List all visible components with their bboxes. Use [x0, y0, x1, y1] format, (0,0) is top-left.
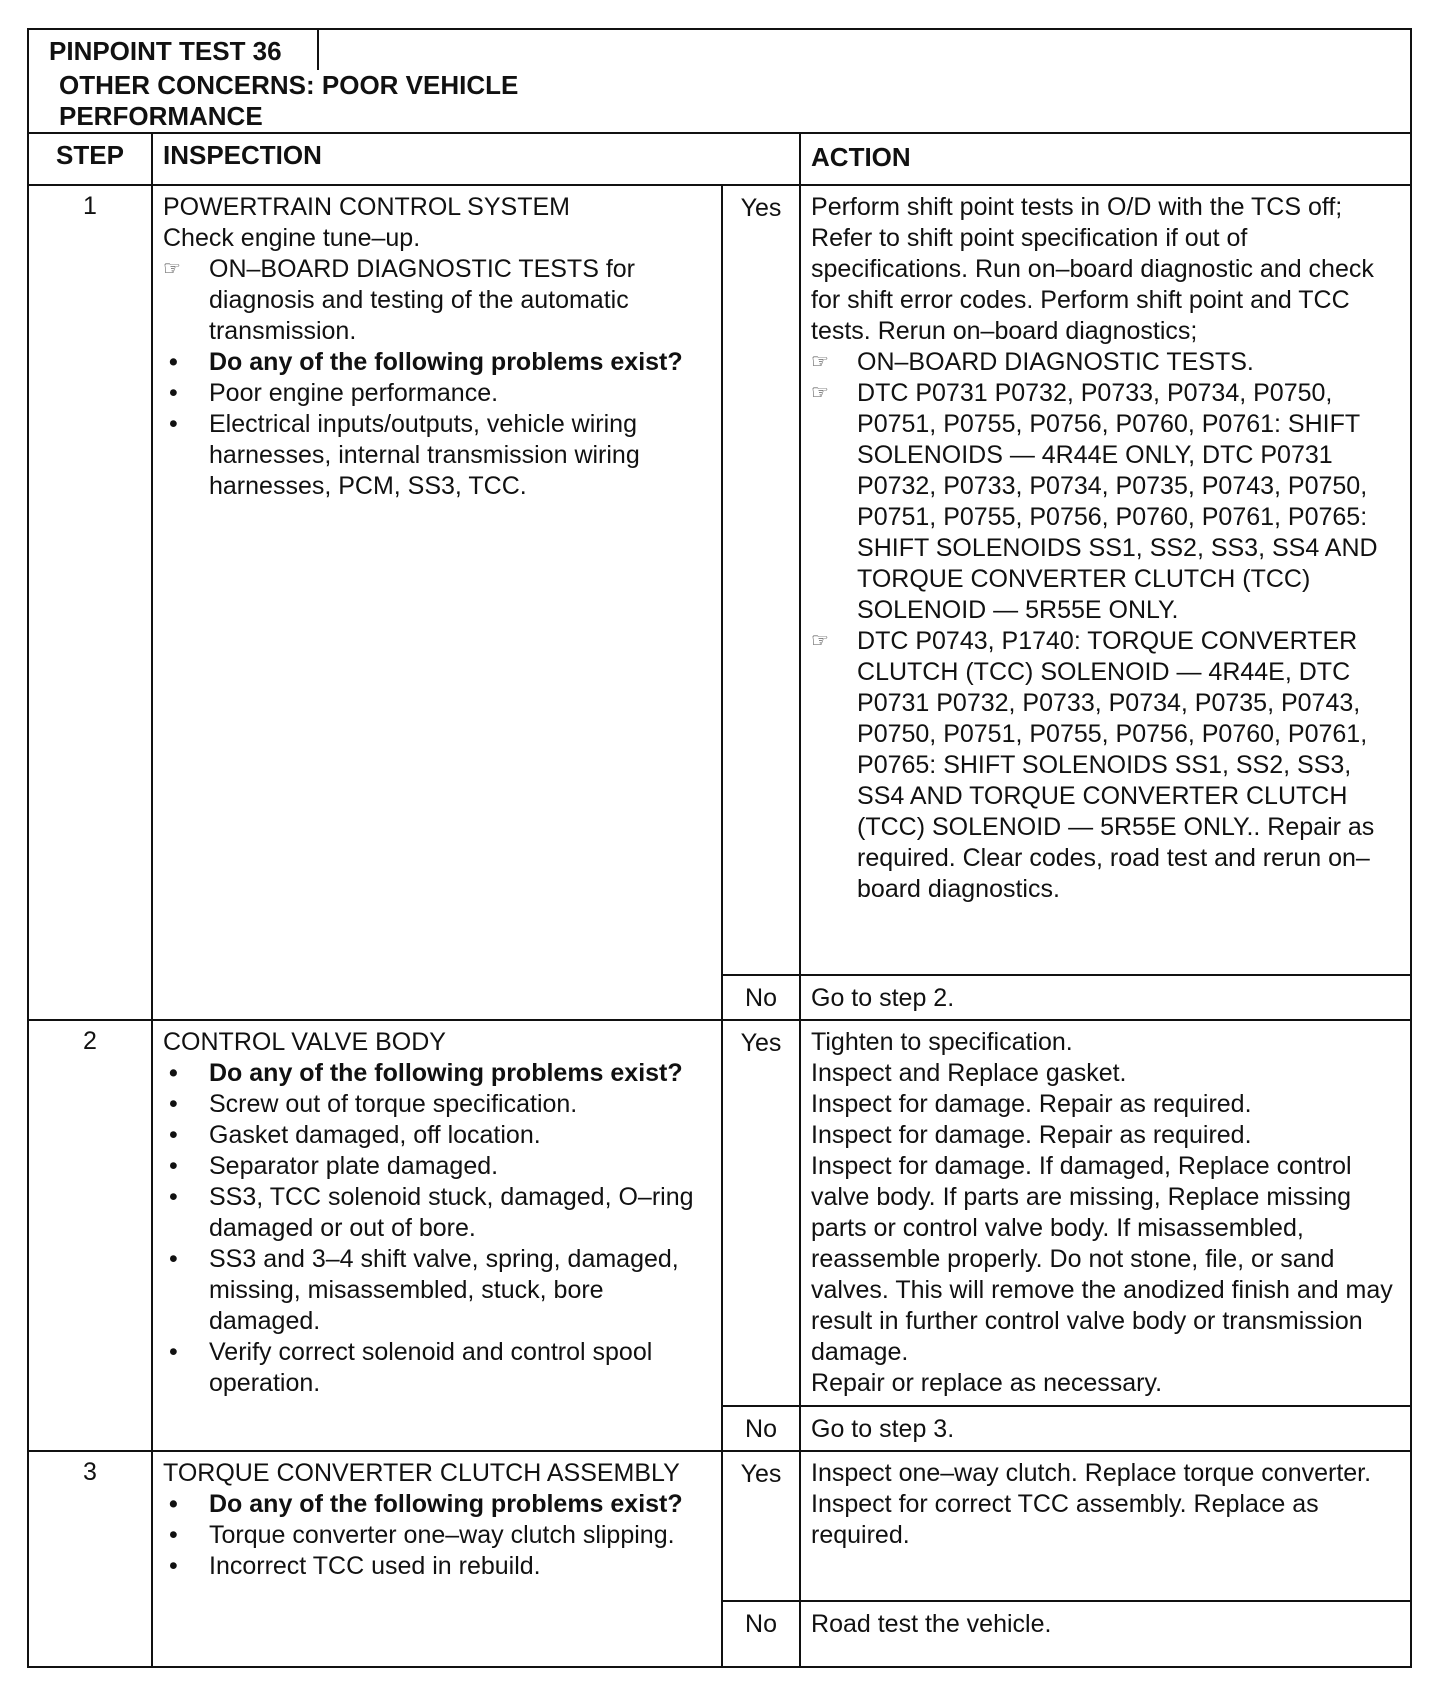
list-item: • Electrical inputs/outputs, vehicle wiring harnesses, internal transmission wiring harnesses, PCM, SS3, TCC.: [169, 410, 640, 500]
bullet-icon: •: [169, 1121, 178, 1149]
action-line: Inspect one–way clutch. Replace torque converter.: [811, 1459, 1372, 1487]
reference-hand-icon: ☞: [811, 630, 829, 652]
list-item: • SS3, TCC solenoid stuck, damaged, O–ring damaged or out of bore.: [169, 1183, 694, 1242]
action-line: Inspect and Replace gasket.: [811, 1059, 1127, 1087]
list-item: • Incorrect TCC used in rebuild.: [169, 1552, 541, 1580]
column-inspection: INSPECTION: [152, 133, 800, 185]
list-item: • SS3 and 3–4 shift valve, spring, damaged, missing, misassembled, stuck, bore damaged.: [169, 1245, 679, 1335]
step-2-yes-action: [800, 1020, 1411, 1406]
reference-hand-icon: ☞: [811, 382, 829, 404]
action-reference: ☞ DTC P0731 P0732, P0733, P0734, P0750, P0751, P0755, P0756, P0760, P0761: SHIFT SOLENOIDS — 4R44E ONLY, DTC P0731 P0732, P0733, P0734, P0735, P0743, P0750, P0751, P0755, P0756, P0760, P0761, P0765: SHIFT SOLENOIDS SS1, SS2, SS3, SS4 AND TORQUE CONVERTER CLUTCH (TCC) SOLENOID — 5R55E ONLY.: [811, 379, 1378, 624]
step-number: 3: [28, 1451, 152, 1667]
step-intro: Check engine tune–up.: [163, 224, 421, 252]
reference-hand-icon: ☞: [811, 351, 829, 373]
problem-list: [163, 347, 711, 502]
pinpoint-test-table: [27, 28, 1412, 1668]
table-header-row: [28, 29, 1411, 133]
step-3-inspection: [152, 1451, 722, 1667]
reference-hand-icon: ☞: [163, 258, 181, 280]
list-item: • Separator plate damaged.: [169, 1152, 499, 1180]
problem-question: • Do any of the following problems exist?: [169, 1490, 683, 1518]
action-line: Inspect for damage. Repair as required.: [811, 1121, 1252, 1149]
bullet-icon: •: [169, 1552, 178, 1580]
no-label: No: [722, 1406, 800, 1451]
action-line: Inspect for correct TCC assembly. Replace as required.: [811, 1490, 1319, 1549]
no-action: Road test the vehicle.: [800, 1601, 1411, 1667]
step-1-yes-row: [28, 185, 1411, 975]
yes-label: Yes: [722, 185, 800, 975]
step-2-inspection: [152, 1020, 722, 1451]
step-3-yes-action: [800, 1451, 1411, 1601]
reference-note: [163, 254, 711, 347]
test-id-cell: [28, 29, 722, 133]
bullet-icon: •: [169, 1183, 178, 1211]
list-item: • Screw out of torque specification.: [169, 1090, 578, 1118]
step-1-inspection: [152, 185, 722, 1020]
bullet-icon: •: [169, 348, 178, 376]
bullet-icon: •: [169, 379, 178, 407]
problem-list: [163, 1489, 711, 1582]
column-header-row: [28, 133, 1411, 185]
no-action: Go to step 2.: [800, 975, 1411, 1020]
action-line: Tighten to specification.: [811, 1028, 1073, 1056]
step-title: TORQUE CONVERTER CLUTCH ASSEMBLY: [163, 1459, 680, 1487]
reference-text: ON–BOARD DIAGNOSTIC TESTS for diagnosis and testing of the automatic transmission.: [209, 255, 636, 345]
bullet-icon: •: [169, 1521, 178, 1549]
test-id: PINPOINT TEST 36: [29, 30, 319, 70]
yes-label: Yes: [722, 1020, 800, 1406]
no-action: Go to step 3.: [800, 1406, 1411, 1451]
action-text: Perform shift point tests in O/D with the TCS off; Refer to shift point specification if out of specifications. Run on–board diagnostic and check for shift error codes. Perform shift point and TCC tests. Rerun on–board diagnostics;: [811, 193, 1374, 345]
step-2-yes-row: [28, 1020, 1411, 1406]
step-number: 1: [28, 185, 152, 1020]
no-label: No: [722, 1601, 800, 1667]
no-label: No: [722, 975, 800, 1020]
bullet-icon: •: [169, 1090, 178, 1118]
test-title: OTHER CONCERNS: POOR VEHICLE PERFORMANCE: [59, 70, 519, 131]
step-1-yes-action: [800, 185, 1411, 975]
action-line: Repair or replace as necessary.: [811, 1369, 1163, 1397]
column-action: ACTION: [800, 133, 1411, 185]
yes-label: Yes: [722, 1451, 800, 1601]
bullet-icon: •: [169, 1338, 178, 1366]
list-item: • Torque converter one–way clutch slipping.: [169, 1521, 675, 1549]
header-spacer: [722, 29, 1411, 133]
list-item: • Gasket damaged, off location.: [169, 1121, 541, 1149]
problem-question: • Do any of the following problems exist?: [169, 1059, 683, 1087]
action-reference: ☞ DTC P0743, P1740: TORQUE CONVERTER CLUTCH (TCC) SOLENOID — 4R44E, DTC P0731 P0732, P0733, P0734, P0735, P0743, P0750, P0751, P0755, P0756, P0760, P0761, P0765: SHIFT SOLENOIDS SS1, SS2, SS3, SS4 AND TORQUE CONVERTER CLUTCH (TCC) SOLENOID — 5R55E ONLY.. Repair as required. Clear codes, road test and rerun on–board diagnostics.: [811, 627, 1375, 903]
column-step: STEP: [28, 133, 152, 185]
bullet-icon: •: [169, 1245, 178, 1273]
list-item: • Verify correct solenoid and control spool operation.: [169, 1338, 653, 1397]
action-line: Inspect for damage. If damaged, Replace control valve body. If parts are missing, Replace missing parts or control valve body. If misassembled, reassemble properly. Do not stone, file, or sand valves. This will remove the anodized finish and may result in further control valve body or transmission damage.: [811, 1152, 1393, 1366]
step-title: POWERTRAIN CONTROL SYSTEM: [163, 193, 570, 221]
bullet-icon: •: [169, 410, 178, 438]
bullet-icon: •: [169, 1059, 178, 1087]
bullet-icon: •: [169, 1490, 178, 1518]
action-reference: ☞ ON–BOARD DIAGNOSTIC TESTS.: [811, 348, 1254, 376]
step-3-yes-row: [28, 1451, 1411, 1601]
step-title: CONTROL VALVE BODY: [163, 1028, 446, 1056]
problem-list: [163, 1058, 711, 1399]
problem-question: • Do any of the following problems exist?: [169, 348, 683, 376]
list-item: • Poor engine performance.: [169, 379, 499, 407]
step-number: 2: [28, 1020, 152, 1451]
bullet-icon: •: [169, 1152, 178, 1180]
action-line: Inspect for damage. Repair as required.: [811, 1090, 1252, 1118]
